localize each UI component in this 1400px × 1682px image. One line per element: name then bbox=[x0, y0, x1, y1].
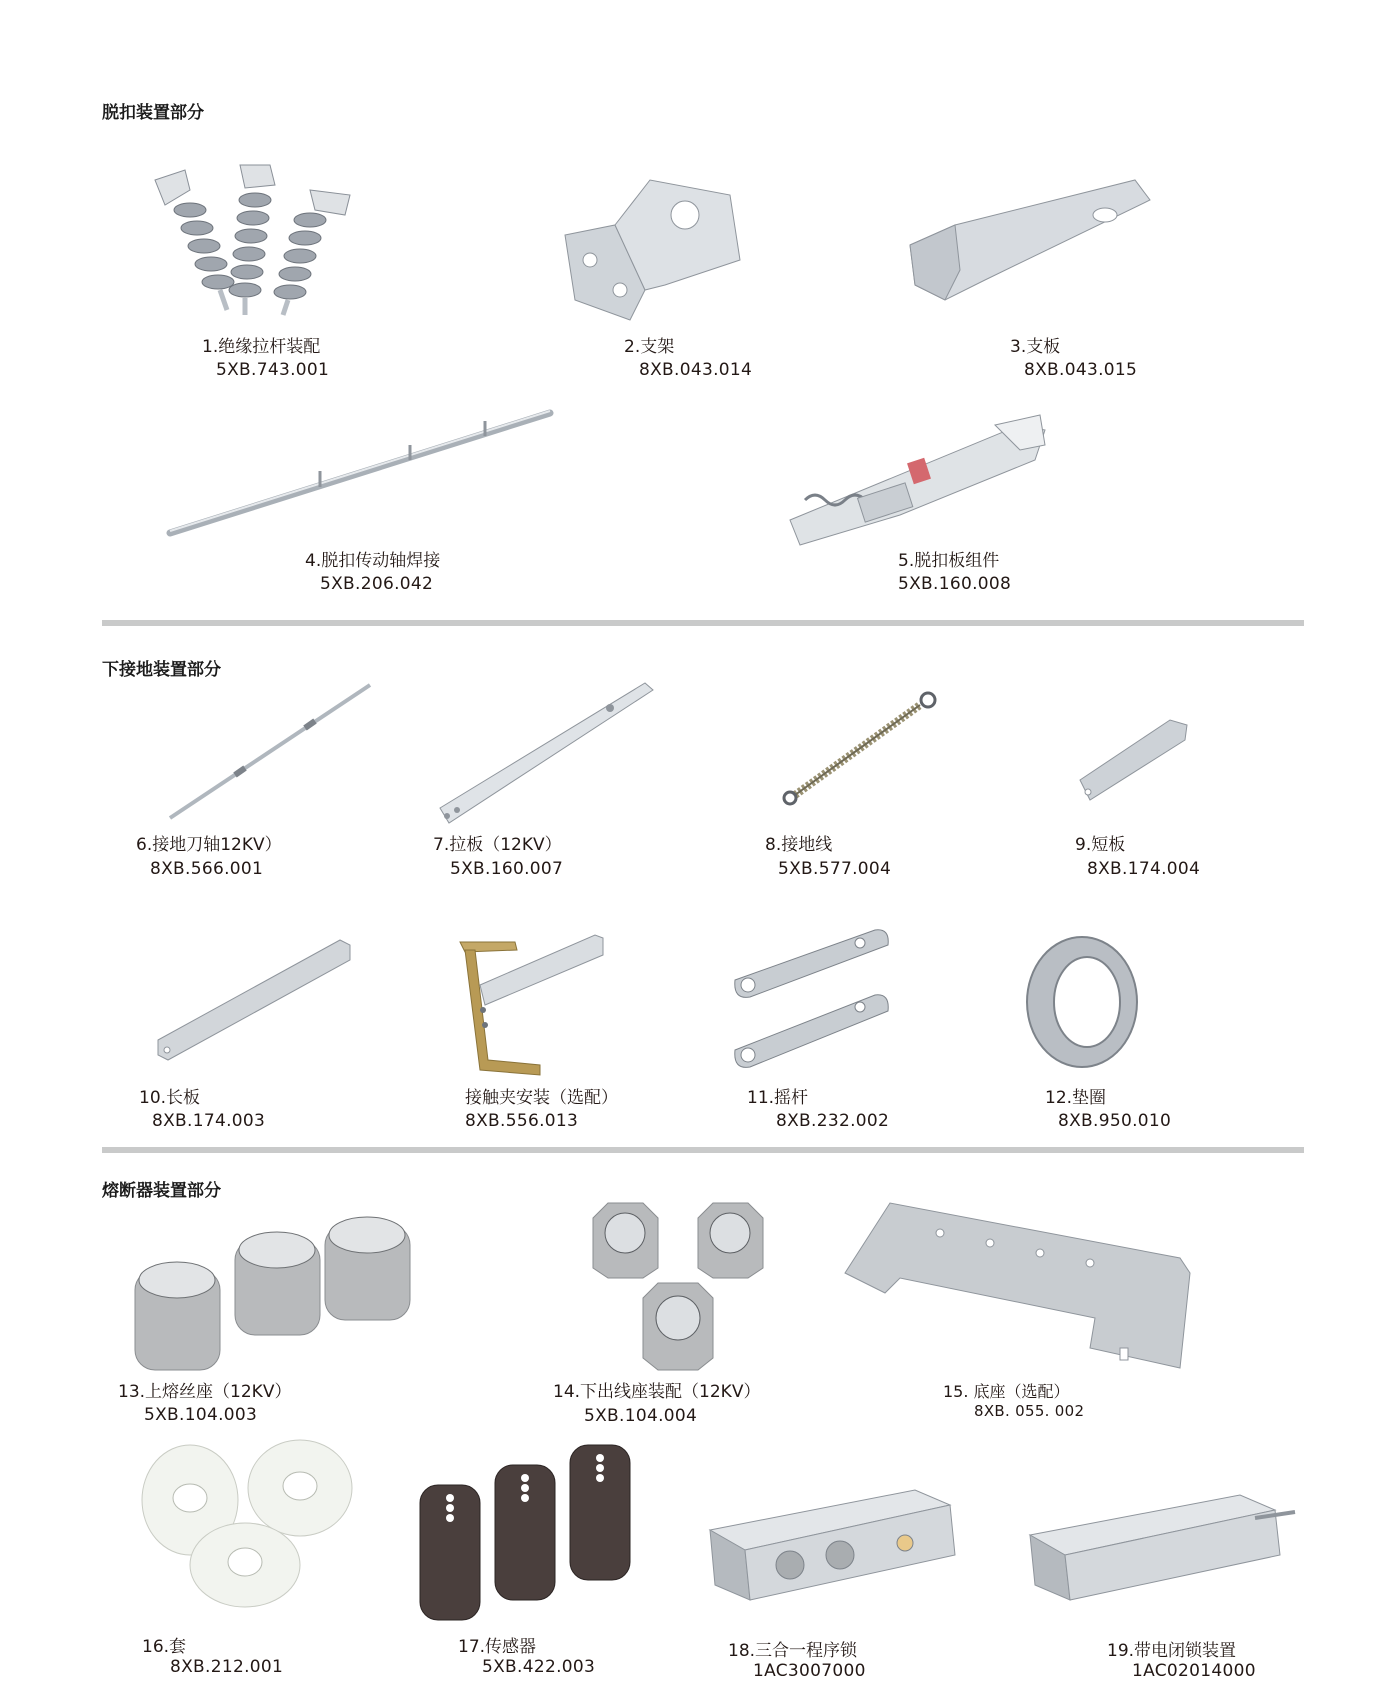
part-code: 1AC02014000 bbox=[1132, 1661, 1256, 1681]
part-label: 3.支板 bbox=[1010, 337, 1061, 357]
part-label: 14.下出线座装配（12KV） bbox=[553, 1382, 761, 1402]
contact-clip-image bbox=[455, 930, 615, 1080]
trip-shaft-image bbox=[165, 405, 560, 540]
part-label: 7.拉板（12KV） bbox=[433, 835, 562, 855]
part-label: 18.三合一程序锁 bbox=[728, 1641, 858, 1661]
short-plate-image bbox=[1075, 710, 1195, 805]
part-code: 5XB.743.001 bbox=[216, 360, 330, 380]
part-code: 8XB.232.002 bbox=[776, 1111, 890, 1131]
part-code: 8XB.174.004 bbox=[1087, 859, 1201, 879]
part-code: 8XB.174.003 bbox=[152, 1111, 266, 1131]
rocker-image bbox=[730, 925, 895, 1075]
lower-outlet-base-image bbox=[588, 1198, 793, 1373]
washer-image bbox=[1020, 930, 1145, 1070]
part-label: 4.脱扣传动轴焊接 bbox=[305, 551, 441, 571]
part-label: 15. 底座（选配） bbox=[943, 1382, 1070, 1401]
part-label: 8.接地线 bbox=[765, 835, 833, 855]
part-code: 5XB.160.007 bbox=[450, 859, 564, 879]
part-code: 8XB.950.010 bbox=[1058, 1111, 1172, 1131]
three-in-one-lock-image bbox=[705, 1485, 970, 1610]
bracket-image bbox=[545, 170, 755, 330]
section-divider bbox=[102, 620, 1304, 626]
part-label: 19.带电闭锁装置 bbox=[1107, 1641, 1237, 1661]
part-code: 8XB.212.001 bbox=[170, 1657, 284, 1677]
part-label: 10.长板 bbox=[139, 1088, 201, 1108]
part-label: 12.垫圈 bbox=[1045, 1088, 1107, 1108]
earthing-shaft-image bbox=[165, 680, 375, 825]
part-label: 1.绝缘拉杆装配 bbox=[202, 337, 321, 357]
part-label: 5.脱扣板组件 bbox=[898, 551, 1000, 571]
part-label: 9.短板 bbox=[1075, 835, 1126, 855]
long-plate-image bbox=[155, 935, 355, 1065]
part-code: 5XB.104.003 bbox=[144, 1405, 258, 1425]
section-title-trip: 脱扣装置部分 bbox=[102, 103, 204, 123]
part-label: 11.摇杆 bbox=[747, 1088, 809, 1108]
part-code: 5XB.422.003 bbox=[482, 1657, 596, 1677]
earthing-wire-image bbox=[780, 690, 940, 810]
part-code: 1AC3007000 bbox=[753, 1661, 866, 1681]
part-label: 2.支架 bbox=[624, 337, 675, 357]
support-plate-image bbox=[905, 175, 1155, 325]
upper-fuse-base-image bbox=[130, 1220, 415, 1375]
part-code: 5XB.577.004 bbox=[778, 859, 892, 879]
section-title-fuse: 熔断器装置部分 bbox=[102, 1181, 221, 1201]
insulating-rod-image bbox=[145, 160, 375, 325]
part-label: 17.传感器 bbox=[458, 1637, 537, 1657]
section-divider bbox=[102, 1147, 1304, 1153]
trip-plate-image bbox=[780, 405, 1050, 555]
pull-plate-image bbox=[435, 678, 655, 828]
part-code: 8XB.043.014 bbox=[639, 360, 753, 380]
part-code: 8XB.556.013 bbox=[465, 1111, 579, 1131]
base-image bbox=[840, 1198, 1195, 1373]
sensor-image bbox=[415, 1440, 655, 1625]
part-label: 16.套 bbox=[142, 1637, 187, 1657]
part-code: 5XB.206.042 bbox=[320, 574, 434, 594]
part-label: 6.接地刀轴12KV） bbox=[136, 835, 282, 855]
part-code: 8XB.043.015 bbox=[1024, 360, 1138, 380]
part-label: 接触夹安装（选配） bbox=[465, 1088, 618, 1108]
live-interlock-image bbox=[1025, 1490, 1300, 1610]
section-title-grounding: 下接地装置部分 bbox=[102, 660, 221, 680]
sleeve-image bbox=[140, 1440, 360, 1605]
part-code: 5XB.160.008 bbox=[898, 574, 1012, 594]
part-label: 13.上熔丝座（12KV） bbox=[118, 1382, 292, 1402]
part-code: 5XB.104.004 bbox=[584, 1406, 698, 1426]
part-code: 8XB. 055. 002 bbox=[974, 1402, 1085, 1420]
part-code: 8XB.566.001 bbox=[150, 859, 264, 879]
